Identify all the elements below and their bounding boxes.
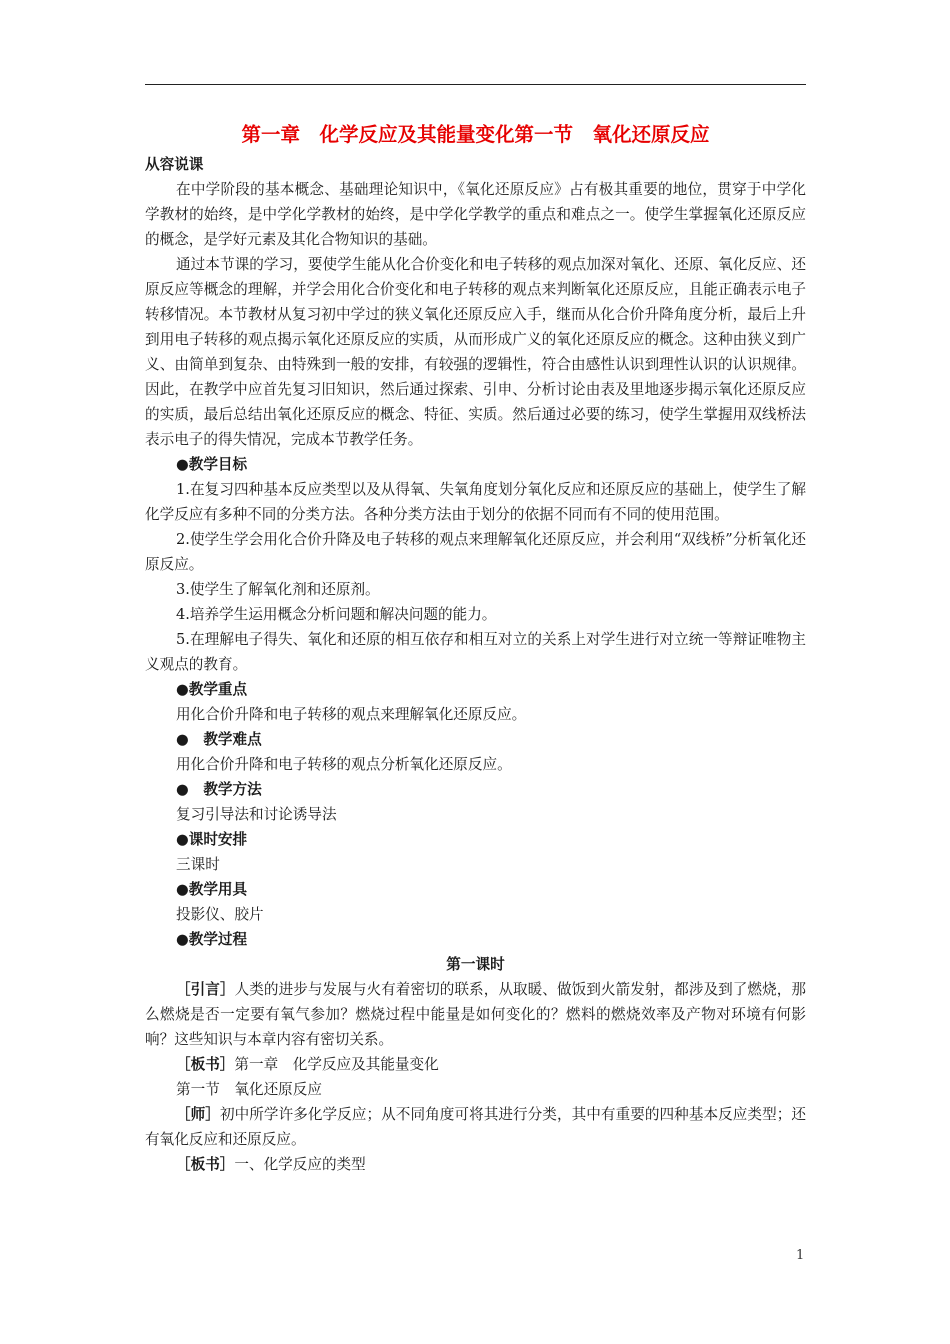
teacher-tag: ［师］ [176,1106,220,1123]
teacher-remark-text: 初中所学许多化学反应；从不同角度可将其进行分类，其中有重要的四种基本反应类型；还有氧化反应和还原反应。 [145,1106,806,1148]
process-heading: ●教学过程 [176,931,248,948]
board-tag-1: ［板书］ [176,1056,235,1073]
board-note-1-line2: 第一节 氧化还原反应 [176,1081,322,1098]
goal-item-5: 5.在理解电子得失、氧化和还原的相互依存和相互对立的关系上对学生进行对立统一等辩证唯物主义观点的教育。 [145,631,806,673]
intro-tag: ［引言］ [176,981,235,998]
difficulty-text: 用化合价升降和电子转移的观点分析氧化还原反应。 [176,756,512,773]
board-text-1: 第一章 化学反应及其能量变化 [234,1056,439,1073]
goal-item-2: 2.使学生学会用化合价升降及电子转移的观点来理解氧化还原反应，并会利用“双线桥”分析氧化还原反应。 [145,531,806,573]
page-title: 第一章 化学反应及其能量变化第一节 氧化还原反应 [241,123,710,146]
intro-remark-text: 人类的进步与发展与火有着密切的联系，从取暖、做饭到火箭发射，都涉及到了燃烧，那么燃烧是否一定要有氧气参加？燃烧过程中能量是如何变化的？燃料的燃烧效率及产物对环境有何影响？这些知识与本章内容有密切关系。 [145,981,806,1048]
key-heading: ●教学重点 [176,681,248,698]
header-rule [145,84,806,85]
board-tag-2: ［板书］ [176,1156,235,1173]
goals-heading: ●教学目标 [176,456,248,473]
tools-heading: ●教学用具 [176,881,248,898]
goal-item-1: 1.在复习四种基本反应类型以及从得氧、失氧角度划分氧化反应和还原反应的基础上，使学生了解化学反应有多种不同的分类方法。各种分类方法由于划分的依据不同而有不同的使用范围。 [145,481,806,523]
method-heading: ● 教学方法 [176,781,262,798]
board-note-2 [145,1152,806,1177]
method-text: 复习引导法和讨论诱导法 [176,806,337,823]
intro-paragraph-2: 通过本节课的学习，要使学生能从化合价变化和电子转移的观点加深对氧化、还原、氧化反应、还原反应等概念的理解，并学会用化合价变化和电子转移的观点来判断氧化还原反应，且能正确表示电子转移情况。本节教材从复习初中学过的狭义氧化还原反应入手，继而从化合价升降角度分析，最后上升到用电子转移的观点揭示氧化还原反应的实质，从而形成广义的氧化还原反应的概念。这种由狭义到广义、由简单到复杂、由特殊到一般的安排，有较强的逻辑性，符合由感性认识到理性认识的认识规律。因此，在教学中应首先复习旧知识，然后通过探索、引申、分析讨论由表及里地逐步揭示氧化还原反应的实质，最后总结出氧化还原反应的概念、特征、实质。然后通过必要的练习，使学生掌握用双线桥法表示电子的得失情况，完成本节教学任务。 [145,256,806,448]
schedule-text: 三课时 [176,856,220,873]
document-body [145,118,806,1177]
key-text: 用化合价升降和电子转移的观点来理解氧化还原反应。 [176,706,527,723]
page-number: 1 [796,1248,805,1263]
lesson-title: 第一课时 [446,956,505,973]
schedule-heading: ●课时安排 [176,831,248,848]
board-text-2: 一、化学反应的类型 [234,1156,366,1173]
intro-heading: 从容说课 [145,156,204,173]
intro-remark [145,977,806,1052]
tools-text: 投影仪、胶片 [176,906,264,923]
board-note-1 [145,1052,806,1077]
teacher-remark [145,1102,806,1152]
intro-paragraph-1: 在中学阶段的基本概念、基础理论知识中，《氧化还原反应》占有极其重要的地位，贯穿于中学化学教材的始终，是中学化学教材的始终，是中学化学教学的重点和难点之一。使学生掌握氧化还原反应的概念，是学好元素及其化合物知识的基础。 [145,181,806,248]
goal-item-4: 4.培养学生运用概念分析问题和解决问题的能力。 [176,606,497,623]
goal-item-3: 3.使学生了解氧化剂和还原剂。 [176,581,380,598]
difficulty-heading: ● 教学难点 [176,731,262,748]
